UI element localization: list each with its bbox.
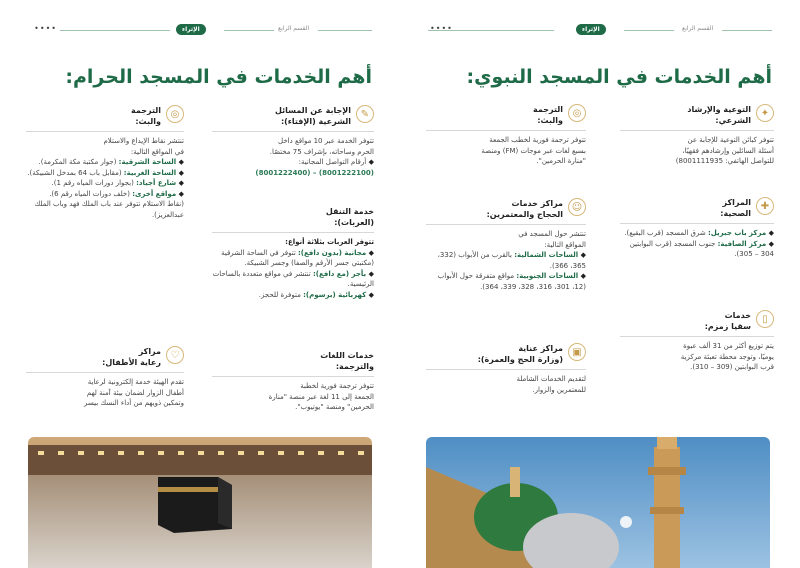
translation-line: في المواقع التالية: — [130, 147, 184, 156]
translation-line: "منارة الحرمين". — [536, 157, 586, 165]
headphones-icon: ◎ — [166, 105, 184, 123]
block-care — [426, 343, 586, 395]
fatwa-line: الحرم وساحاته، بإشراف 75 مختصًا. — [269, 147, 374, 156]
translation-line: بسبع لغات عبر موجات (FM) ومنصة — [481, 146, 586, 155]
divider — [620, 336, 774, 337]
divider — [212, 376, 374, 377]
list-item: ◆ الساحات الجنوبية: مواقع متفرقة حول الأبواب (12، 301، 316، 328، 339، 364). — [437, 272, 586, 291]
kaaba-photo — [28, 437, 372, 568]
divider — [212, 131, 374, 132]
block-translation — [26, 105, 184, 220]
health-head-2: الصحية: — [720, 209, 751, 218]
kids-head-2: رعاية الأطفال: — [102, 358, 161, 367]
translation-head-1: الترجمة — [533, 105, 563, 114]
divider — [426, 224, 586, 225]
fatwa-head-1: الإجابة عن المسائل — [275, 106, 351, 115]
guidance-head-1: التوعية والإرشاد — [687, 105, 751, 114]
pilgrims-head-2: الحجاج والمعتمرين: — [486, 210, 563, 219]
list-item: ◆ الساحة الشرقية: (جوار مكتبة مكة المكرمة). — [38, 158, 184, 166]
zamzam-line: قرب البوابتين (309 – 310). — [690, 363, 774, 371]
translation-tail: (نقاط الاستلام تتوفر عند باب الملك فهد وباب الملك عبدالعزيز). — [34, 200, 184, 219]
zamzam-line: يتم توزيع أكثر من 31 ألف عبوة — [683, 342, 774, 350]
health-head-1: المراكز — [722, 198, 751, 207]
quran-icon: ✦ — [756, 104, 774, 122]
divider — [26, 372, 184, 373]
divider — [426, 130, 586, 131]
divider — [212, 232, 374, 233]
guidance-head-2: الشرعي: — [715, 116, 751, 125]
bullet-icon: ◆ — [176, 179, 184, 187]
bullet-icon: ◆ — [176, 189, 184, 198]
bullet-icon: ◆ — [366, 290, 374, 299]
prophets-mosque-photo — [426, 437, 770, 568]
list-item: ◆ شارع أجياد: (بجوار دورات المياه رقم 1). — [51, 179, 184, 187]
bullet-icon: ◆ — [176, 158, 184, 166]
languages-head-1: خدمات اللغات — [320, 351, 374, 360]
transport-head-1: خدمة التنقل — [325, 207, 374, 216]
languages-line: الحرمين" ومنصة "يوتيوب". — [295, 403, 374, 411]
list-item: ◆ مركز باب جبريل: شرق المسجد (قرب البقيع). — [624, 229, 774, 237]
languages-head-2: والترجمة: — [335, 362, 374, 371]
languages-line: الجمعة إلى 11 لغة عبر منصة "منارة — [268, 392, 374, 401]
kids-line: أطفال الزوار لضمان بيئة آمنة لهم — [86, 388, 184, 397]
translation-head-2: والبث: — [537, 116, 563, 125]
person-icon: ☺ — [568, 198, 586, 216]
block-languages — [212, 350, 374, 413]
section-pill: الإثراء — [176, 24, 206, 35]
fatwa-phones: (8001222100) – (8001222400) — [255, 168, 374, 177]
block-pilgrims — [426, 198, 586, 292]
care-line: لتقديم الخدمات الشاملة — [516, 375, 586, 383]
block-translation — [426, 104, 586, 167]
page-prophets-mosque — [400, 0, 800, 568]
bullet-icon: ◆ — [366, 269, 374, 278]
fatwa-line: تتوفر الخدمة عبر 10 مواقع داخل — [278, 137, 374, 145]
header-rule-right — [722, 30, 772, 31]
list-item: ◆ مجانية (بدون دافع): تتوفر في الساحة الشرقية (مكتبتي جسر الأرقم والصفا) وجسر الشبيكة. — [221, 248, 374, 267]
bullet-icon: ◆ — [766, 229, 774, 237]
transport-head-2: (العربات): — [334, 218, 374, 227]
kids-line: وتمكين ذويهم من أداء النسك بيسر — [83, 399, 184, 407]
divider — [620, 130, 774, 131]
list-item: ◆ الساحات الشمالية: بالقرب من الأبواب (332، 365، 366). — [437, 251, 586, 270]
translation-line: تنتشر نقاط الإيداع والاستلام — [103, 137, 184, 145]
book-icon: ✎ — [356, 105, 374, 123]
block-transport — [212, 206, 374, 300]
list-item: ◆ مركز الصافية: جنوب المسجد (قرب البوابتين 304 – 305). — [629, 239, 774, 258]
header-rule-mid — [224, 30, 274, 31]
languages-line: تتوفر ترجمة فورية لخطبة — [300, 382, 374, 390]
care-head-2: (وزارة الحج والعمرة): — [477, 355, 563, 364]
divider — [426, 369, 586, 370]
list-item: ◆ كهربائية (برسوم): متوفرة للحجز. — [258, 290, 374, 299]
block-kids — [26, 346, 184, 409]
header-rule-right — [318, 30, 372, 31]
block-fatwa — [212, 105, 374, 178]
list-item: ◆ الساحة الغربية: (مقابل باب 64 بمدخل الشبيكة). — [27, 168, 184, 177]
translation-head-2: والبث: — [135, 117, 161, 126]
bullet-icon: ◆ — [578, 272, 586, 280]
pilgrims-line: تنتشر حول المسجد في — [518, 230, 586, 238]
headphones-icon: ◎ — [568, 104, 586, 122]
divider — [26, 131, 184, 132]
section-label: القسم الرابع — [682, 25, 714, 32]
pilgrims-head-1: مراكز خدمات — [511, 199, 563, 208]
bullet-icon: ◆ — [578, 251, 586, 259]
kaaba-icon: ▣ — [568, 343, 586, 361]
page-dots: •••• — [34, 24, 57, 33]
zamzam-head-2: سقيا زمزم: — [704, 322, 751, 331]
heart-hands-icon: ♡ — [166, 346, 184, 364]
transport-intro: تتوفر العربات بثلاثة أنواع: — [285, 238, 374, 246]
zamzam-head-1: خدمات — [724, 311, 751, 320]
fatwa-head-2: الشرعية (الإفتاء): — [280, 117, 351, 126]
zamzam-line: يوميًا، وتوجد محطة تعبئة مركزية — [680, 352, 774, 361]
kids-line: تقدم الهيئة خدمة إلكترونية لرعاية — [87, 378, 184, 386]
header-rule-mid — [624, 30, 674, 31]
page-dots: •••• — [430, 24, 453, 33]
pilgrims-line: المواقع التالية: — [544, 240, 586, 249]
bullet-icon: ◆ — [366, 248, 374, 257]
page-title: أهم الخدمات في المسجد النبوي: — [466, 66, 772, 88]
header-rule-left — [60, 30, 170, 31]
translation-head-1: الترجمة — [131, 106, 161, 115]
block-health — [620, 197, 774, 260]
translation-line: تتوفر ترجمة فورية لخطب الجمعة — [489, 136, 586, 144]
block-guidance — [620, 104, 774, 167]
divider — [620, 223, 774, 224]
list-item: ◆ مواقع أخرى: (خلف دورات المياه رقم 6). — [49, 189, 184, 198]
block-zamzam — [620, 310, 774, 373]
section-label: القسم الرابع — [278, 25, 310, 32]
guidance-line: أسئلة السائلين وإرشادهم فقهيًا، — [682, 146, 774, 155]
fatwa-line: ◆ أرقام التواصل المجانية: — [298, 158, 374, 166]
page-title: أهم الخدمات في المسجد الحرام: — [65, 66, 372, 88]
kids-head-1: مراكز — [138, 347, 161, 356]
medical-icon: ✚ — [756, 197, 774, 215]
bullet-icon: ◆ — [366, 158, 374, 166]
water-bottle-icon: ▯ — [756, 310, 774, 328]
care-line: للمعتمرين والزوار. — [532, 385, 586, 394]
care-head-1: مراكز عناية — [518, 344, 563, 353]
bullet-icon: ◆ — [176, 168, 184, 177]
guidance-line: للتواصل الهاتفي: 8001111935) — [675, 157, 774, 165]
guidance-line: تتوفر كبائن التوعية للإجابة عن — [687, 136, 774, 144]
list-item: ◆ بأجر (مع دافع): تنتشر في مواقع متعددة بالساحات الرئيسية. — [212, 269, 374, 288]
section-pill: الإثراء — [576, 24, 606, 35]
bullet-icon: ◆ — [766, 239, 774, 248]
